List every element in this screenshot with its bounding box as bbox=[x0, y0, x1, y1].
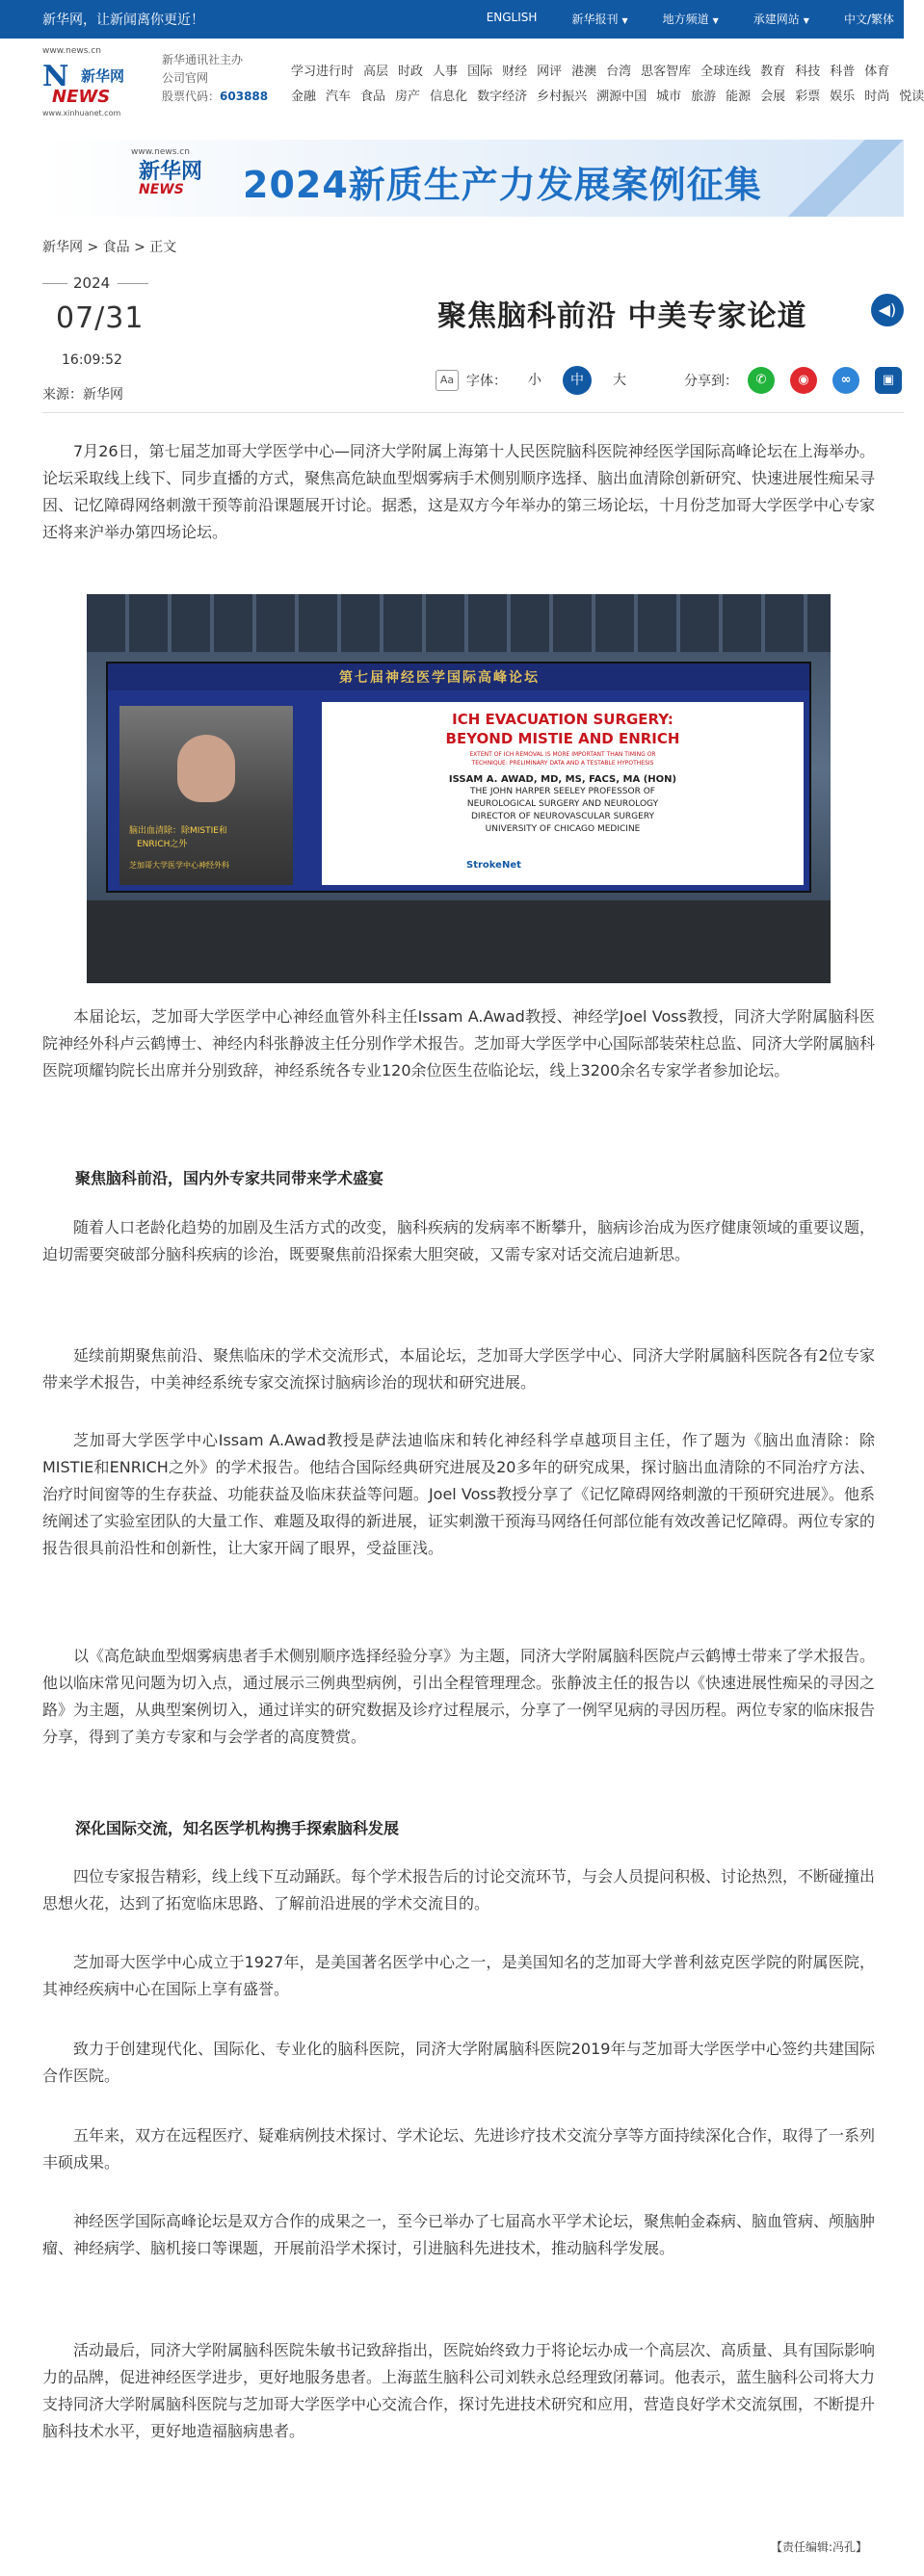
logo-domain: www.xinhuanet.com bbox=[42, 109, 121, 117]
corp-line-1: 新华通讯社主办 bbox=[162, 53, 244, 66]
nav-row1-link-10[interactable]: 思客智库 bbox=[641, 65, 692, 79]
nav-row1-link-1[interactable]: 学习进行时 bbox=[291, 65, 355, 79]
logo-letter-n: N bbox=[42, 60, 69, 93]
menu-xinhua-press[interactable] bbox=[558, 11, 648, 27]
photo-video-feed bbox=[119, 706, 293, 885]
font-size-small-button[interactable]: 小 bbox=[528, 373, 541, 388]
section-heading-2: 深化国际交流，知名医学机构携手探索脑科发展 bbox=[75, 1819, 400, 1837]
nav-row1-link-8[interactable]: 港澳 bbox=[571, 65, 597, 79]
link-language-switch-label: 中文/繁体 bbox=[843, 13, 894, 26]
slide-presenter bbox=[322, 773, 804, 836]
nav-row2-link-16[interactable]: 悦读 bbox=[899, 90, 924, 104]
nav-row1-link-5[interactable]: 国际 bbox=[467, 65, 493, 79]
article-paragraph-6: 以《高危缺血型烟雾病患者手术侧别顺序选择经验分享》为主题，同济大学附属脑科医院卢云鹤博士带来了学术报告。他以临床常见问题为切入点，通过展示三例典型病例，引出全程管理理念。张静波主任的报告以《快速进展性痴呆的寻因之路》为主题，从典型案例切入，通过详实的研究数据及诊疗过程展示，分享了一例罕见病的寻因历程。两位专家的临床报告分享，得到了美方专家和与会学者的高度赞赏。 bbox=[42, 1647, 876, 1746]
photo-floor bbox=[87, 900, 831, 983]
nav-row2-link-6[interactable]: 数字经济 bbox=[477, 90, 528, 104]
nav-row1-link-14[interactable]: 科普 bbox=[830, 65, 856, 79]
publish-month-day: 07/31 bbox=[56, 301, 145, 335]
article-photo bbox=[87, 594, 831, 983]
divider bbox=[42, 412, 904, 413]
page-title: 聚焦脑科前沿 中美专家论道 bbox=[437, 299, 807, 333]
menu-local-channels-label: 地方频道 bbox=[662, 13, 709, 26]
stock-label: 股票代码： bbox=[162, 90, 221, 103]
slide-presenter-line-2: NEUROLOGICAL SURGERY AND NEUROLOGY bbox=[466, 799, 659, 809]
menu-xinhua-press-label: 新华报刊 bbox=[571, 13, 619, 26]
audio-play-button[interactable] bbox=[871, 294, 904, 326]
menu-local-channels[interactable] bbox=[649, 11, 740, 27]
welcome-text: 新华网，让新闻离你更近！ bbox=[42, 13, 204, 28]
slide-presenter-line-4: UNIVERSITY OF CHICAGO MEDICINE bbox=[485, 824, 641, 834]
banner-logo-en: NEWS bbox=[139, 182, 184, 197]
menu-hosted-sites[interactable] bbox=[740, 11, 831, 27]
nav-row1-link-4[interactable]: 人事 bbox=[433, 65, 459, 79]
photo-caption-3: 芝加哥大学医学中心神经外科 bbox=[129, 861, 229, 870]
photo-forum-banner: 第七届神经医学国际高峰论坛 bbox=[339, 670, 540, 686]
promo-banner[interactable] bbox=[42, 140, 904, 217]
font-size-icon: Aa bbox=[436, 370, 459, 391]
photo-slide bbox=[322, 702, 804, 885]
article-paragraph-7: 四位专家报告精彩，线上线下互动踊跃。每个学术报告后的讨论交流环节，与会人员提问积极、讨论热烈，不断碰撞出思想火花，达到了拓宽临床思路、了解前沿进展的学术交流目的。 bbox=[42, 1867, 876, 1912]
nav-row1-link-12[interactable]: 教育 bbox=[760, 65, 786, 79]
nav-row1-link-13[interactable]: 科技 bbox=[795, 65, 821, 79]
slide-presenter-line-3: DIRECTOR OF NEUROVASCULAR SURGERY bbox=[470, 812, 654, 821]
breadcrumb[interactable]: 新华网 > 食品 > 正文 bbox=[42, 240, 177, 255]
nav-row2-link-11[interactable]: 能源 bbox=[726, 90, 752, 104]
app-share-icon[interactable]: ▣ bbox=[875, 367, 902, 394]
slide-title-line-1: ICH EVACUATION SURGERY: bbox=[452, 711, 673, 728]
corp-line-2[interactable]: 公司官网 bbox=[162, 71, 209, 85]
speaker-icon: ◀) bbox=[878, 300, 897, 319]
link-english[interactable] bbox=[473, 11, 559, 27]
share-label: 分享到： bbox=[684, 374, 738, 389]
article-source: 来源：新华网 bbox=[42, 387, 123, 403]
nav-row1-link-6[interactable]: 财经 bbox=[502, 65, 528, 79]
nav-row2-link-10[interactable]: 旅游 bbox=[691, 90, 717, 104]
article-paragraph-2: 本届论坛，芝加哥大学医学中心神经血管外科主任Issam A.Awad教授、神经学Joel Voss教授，同济大学附属脑科医院神经外科卢云鹤博士、神经内科张静波主任分别作学术报告。芝加哥大学医学中心国际部装荣柱总监、同济大学附属脑科医院项耀钧院长出席并分别致辞，神经系统各专业120余位医生莅临论坛，线上3200余名专家学者参加论坛。 bbox=[42, 1007, 876, 1080]
photo-led-screen bbox=[106, 662, 811, 893]
nav-row1-link-15[interactable]: 体育 bbox=[864, 65, 890, 79]
slide-presenter-name: ISSAM A. AWAD, MD, MS, FACS, MA (HON) bbox=[448, 774, 677, 785]
photo-caption-2: ENRICH之外 bbox=[137, 840, 188, 849]
banner-decoration bbox=[788, 140, 904, 217]
slide-subtitle-line-1: EXTENT OF ICH REMOVAL IS MORE IMPORTANT THAN TIMING OR bbox=[469, 751, 656, 758]
nav-row1-link-11[interactable]: 全球连线 bbox=[700, 65, 752, 79]
top-bar bbox=[0, 0, 904, 39]
chevron-down-icon: ▼ bbox=[621, 16, 628, 25]
nav-row2-link-9[interactable]: 城市 bbox=[656, 90, 682, 104]
banner-logo: 新华网 bbox=[139, 160, 203, 184]
slide-title-line-2: BEYOND MISTIE AND ENRICH bbox=[445, 730, 680, 747]
nav-row2-link-5[interactable]: 信息化 bbox=[430, 90, 468, 104]
article-paragraph-10: 五年来，双方在远程医疗、疑难病例技术探讨、学术论坛、先进诊疗技术交流分享等方面持续深化合作，取得了一系列丰硕成果。 bbox=[42, 2126, 876, 2172]
photo-caption-1: 脑出血清除：除MISTIE和 bbox=[129, 826, 227, 836]
nav-row2-link-14[interactable]: 娱乐 bbox=[830, 90, 856, 104]
xinhua-logo[interactable] bbox=[42, 60, 125, 106]
nav-row2-link-3[interactable]: 食品 bbox=[360, 90, 386, 104]
nav-row2-link-15[interactable]: 时尚 bbox=[864, 90, 890, 104]
logo-en-text: NEWS bbox=[52, 87, 111, 107]
stock-code: 603888 bbox=[220, 90, 269, 103]
photo-ceiling bbox=[87, 594, 831, 652]
article-paragraph-1: 7月26日，第七届芝加哥大学医学中心—同济大学附属上海第十人民医院脑科医院神经医学国际高峰论坛在上海举办。论坛采取线上线下、同步直播的方式，聚焦高危缺血型烟雾病手术侧别顺序选择、脑出血清除创新研究、快速进展性痴呆寻因、记忆障碍网络刺激干预等前沿课题展开讨论。据悉，这是双方今年举办的第三场论坛，十月份芝加哥大学医学中心专家还将来沪举办第四场论坛。 bbox=[42, 442, 876, 541]
font-size-large-button[interactable]: 大 bbox=[613, 373, 626, 388]
channel-nav-row-2 bbox=[291, 85, 924, 110]
nav-row1-link-7[interactable]: 网评 bbox=[537, 65, 563, 79]
nav-row2-link-8[interactable]: 溯源中国 bbox=[596, 90, 647, 104]
article-paragraph-8: 芝加哥大医学中心成立于1927年，是美国著名医学中心之一，是美国知名的芝加哥大学普利兹克医学院的附属医院，其神经疾病中心在国际上享有盛誉。 bbox=[42, 1953, 875, 1998]
nav-row2-link-13[interactable]: 彩票 bbox=[795, 90, 821, 104]
top-bar-links bbox=[473, 11, 894, 27]
site-header bbox=[0, 39, 924, 125]
article-paragraph-5: 芝加哥大学医学中心Issam A.Awad教授是萨法迪临床和转化神经科学卓越项目主任，作了题为《脑出血清除：除MISTIE和ENRICH之外》的学术报告。他结合国际经典研究进展及20多年的研究成果，探讨脑出血清除的不同治疗方法、治疗时间窗等的生存获益、功能获益及临床获益等问题。Joel Voss教授分享了《记忆障碍网络刺激的干预研究进展》。他系统阐述了实验室团队的大量工作、难题及取得的新进展，证实刺激干预海马网络任何部位能有效改善记忆障碍。两位专家的报告很具前沿性和创新性，让大家开阔了眼界，受益匪浅。 bbox=[42, 1431, 876, 1557]
article-paragraph-4: 延续前期聚焦前沿、聚焦临床的学术交流形式，本届论坛，芝加哥大学医学中心、同济大学附属脑科医院各有2位专家带来学术报告，中美神经系统专家交流探讨脑病诊治的现状和研究进展。 bbox=[42, 1346, 875, 1392]
section-heading-1: 聚焦脑科前沿，国内外专家共同带来学术盛宴 bbox=[75, 1169, 384, 1187]
link-language-switch[interactable] bbox=[831, 11, 894, 27]
link-english-label: ENGLISH bbox=[486, 11, 538, 24]
menu-hosted-sites-label: 承建网站 bbox=[752, 13, 800, 26]
nav-row1-link-9[interactable]: 台湾 bbox=[606, 65, 632, 79]
slide-logos: StrokeNet bbox=[466, 860, 521, 871]
font-size-medium-button[interactable]: 中 bbox=[563, 366, 592, 395]
nav-row2-link-7[interactable]: 乡村振兴 bbox=[537, 90, 588, 104]
slide-title bbox=[322, 710, 804, 748]
article-paragraph-3: 随着人口老龄化趋势的加剧及生活方式的改变，脑科疾病的发病率不断攀升，脑病诊治成为医疗健康领域的重要议题，迫切需要突破部分脑科疾病的诊治，既要聚焦前沿探索大胆突破，又需专家对话交流启迪新思。 bbox=[42, 1218, 876, 1263]
responsible-editor: 【责任编辑:冯孔】 bbox=[771, 2540, 868, 2554]
link-share-icon[interactable]: ∞ bbox=[832, 367, 859, 394]
banner-site-url: www.news.cn bbox=[131, 147, 190, 157]
nav-row2-link-2[interactable]: 汽车 bbox=[326, 90, 352, 104]
nav-row1-link-3[interactable]: 时政 bbox=[398, 65, 424, 79]
logo-site-url: www.news.cn bbox=[42, 46, 101, 56]
logo-cn-text: 新华网 bbox=[81, 67, 125, 85]
slide-presenter-line-1: THE JOHN HARPER SEELEY PROFESSOR OF bbox=[470, 787, 655, 796]
channel-nav-row-1 bbox=[291, 60, 902, 85]
article-paragraph-11: 神经医学国际高峰论坛是双方合作的成果之一，至今已举办了七届高水平学术论坛，聚焦帕金森病、脑血管病、颅脑肿瘤、神经病学、脑机接口等课题，开展前沿学术探讨，引进脑科先进技术，推动脑科学发展。 bbox=[42, 2212, 876, 2257]
slide-subtitle bbox=[322, 750, 804, 768]
slide-subtitle-line-2: TECHNIQUE: PRELIMINARY DATA AND A TESTABLE HYPOTHESIS bbox=[471, 760, 654, 767]
share-bar bbox=[684, 366, 902, 395]
chevron-down-icon: ▼ bbox=[803, 16, 809, 25]
article-paragraph-12: 活动最后，同济大学附属脑科医院朱敏书记致辞指出，医院始终致力于将论坛办成一个高层次、高质量、具有国际影响力的品牌，促进神经医学进步，更好地服务患者。上海蓝生脑科公司刘轶永总经理致闭幕词。他表示，蓝生脑科公司将大力支持同济大学附属脑科医院与芝加哥大学医学中心交流合作，探讨先进技术研究和应用，营造良好学术交流氛围，不断提升脑科技术水平，更好地造福脑病患者。 bbox=[42, 2341, 876, 2440]
nav-row2-link-4[interactable]: 房产 bbox=[395, 90, 421, 104]
font-size-label: 字体： bbox=[466, 374, 507, 389]
font-size-bar bbox=[436, 366, 634, 395]
wechat-share-icon[interactable]: ✆ bbox=[748, 367, 775, 394]
stock-info bbox=[162, 88, 268, 106]
publish-year: 2024 bbox=[73, 274, 111, 292]
photo-speaker-face bbox=[177, 735, 235, 802]
nav-row1-link-2[interactable]: 高层 bbox=[363, 65, 389, 79]
nav-row2-link-12[interactable]: 会展 bbox=[760, 90, 786, 104]
corporate-info bbox=[162, 51, 268, 106]
weibo-share-icon[interactable]: ◉ bbox=[790, 367, 817, 394]
article-paragraph-9: 致力于创建现代化、国际化、专业化的脑科医院，同济大学附属脑科医院2019年与芝加哥大学医学中心签约共建国际合作医院。 bbox=[42, 2040, 875, 2085]
nav-row2-link-1[interactable]: 金融 bbox=[291, 90, 317, 104]
banner-title: 2024新质生产力发展案例征集 bbox=[243, 164, 762, 206]
chevron-down-icon: ▼ bbox=[712, 16, 719, 25]
channel-nav bbox=[291, 60, 924, 110]
publish-time: 16:09:52 bbox=[62, 352, 122, 368]
